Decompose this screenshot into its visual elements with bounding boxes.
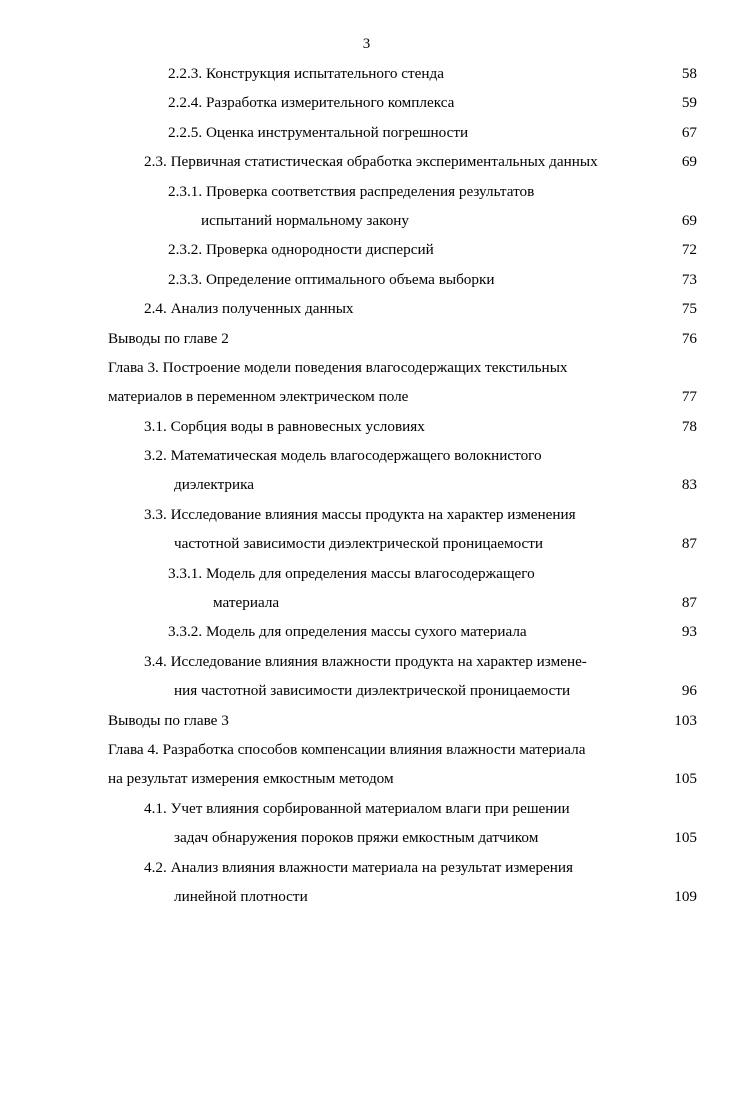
toc-entry-2-3 <box>0 147 733 176</box>
toc-entry-page: 78 <box>681 417 697 435</box>
toc-entry-page: 67 <box>681 123 697 141</box>
toc-entry-title-continued: линейной плотности <box>174 887 308 905</box>
toc-entry-conclusions-2 <box>0 324 733 353</box>
toc-entry-page: 103 <box>674 711 697 729</box>
toc-entry-title-continued: задач обнаружения пороков пряжи емкостным датчиком <box>174 829 539 847</box>
toc-entry-title-continued: ния частотной зависимости диэлектрической проницаемости <box>174 682 571 700</box>
toc-entry-4-1 <box>0 794 733 823</box>
toc-entry-4-2-continued <box>0 882 733 911</box>
toc-entry-title: 2.3. Первичная статистическая обработка экспериментальных данных <box>144 153 598 171</box>
toc-entry-page: 93 <box>681 623 697 641</box>
toc-entry-title: 3.3. Исследование влияния массы продукта на характер изменения <box>144 505 576 523</box>
toc-entry-chapter-4-continued <box>0 764 733 793</box>
toc-entry-3-3-1-continued <box>0 588 733 617</box>
toc-entry-page: 105 <box>674 770 697 788</box>
toc-entry-title: 2.3.2. Проверка однородности дисперсий <box>168 241 434 259</box>
toc-entry-page: 76 <box>681 329 697 347</box>
toc-entry-title: 4.1. Учет влияния сорбированной материалом влаги при решении <box>144 799 570 817</box>
toc-entry-page: 83 <box>681 476 697 494</box>
toc-entry-page: 73 <box>681 270 697 288</box>
toc-entry-title: 3.3.1. Модель для определения массы влагосодержащего <box>168 564 535 582</box>
toc-entry-2-3-1-continued <box>0 206 733 235</box>
toc-entry-4-2 <box>0 853 733 882</box>
toc-entry-title: 2.2.3. Конструкция испытательного стенда <box>168 65 444 82</box>
toc-entry-page: 59 <box>681 94 697 112</box>
toc-entry-2-2-5 <box>0 118 733 147</box>
toc-entry-3-3-1 <box>0 559 733 588</box>
toc-entry-title: Глава 4. Разработка способов компенсации влияния влажности материала <box>108 740 586 758</box>
toc-entry-3-2-continued <box>0 470 733 499</box>
toc-entry-title-continued: испытаний нормальному закону <box>201 211 410 229</box>
page-number: 3 <box>362 36 371 52</box>
toc-entry-chapter-3-continued <box>0 382 733 411</box>
toc-entry-page: 69 <box>681 211 697 229</box>
toc-entry-2-3-1 <box>0 177 733 206</box>
toc-entry-chapter-4 <box>0 735 733 764</box>
toc-entry-title: 3.4. Исследование влияния влажности продукта на характер измене- <box>144 652 587 670</box>
toc-entry-title: 3.1. Сорбция воды в равновесных условиях <box>144 417 425 435</box>
toc-entry-title: 2.2.4. Разработка измерительного комплекса <box>168 94 455 112</box>
toc-entry-page: 105 <box>674 829 697 847</box>
toc-entry-page: 77 <box>681 388 697 406</box>
table-of-contents <box>0 59 733 911</box>
toc-entry-title: Выводы по главе 3 <box>108 711 229 729</box>
toc-entry-3-2 <box>0 441 733 470</box>
toc-entry-4-1-continued <box>0 823 733 852</box>
toc-entry-title: 3.3.2. Модель для определения массы сухого материала <box>168 623 527 641</box>
toc-entry-page: 58 <box>681 65 697 82</box>
toc-entry-title: 2.2.5. Оценка инструментальной погрешности <box>168 123 469 141</box>
toc-entry-3-4 <box>0 647 733 676</box>
toc-entry-2-2-4 <box>0 88 733 117</box>
toc-entry-3-1 <box>0 412 733 441</box>
toc-entry-3-3 <box>0 500 733 529</box>
toc-entry-title-continued: материалов в переменном электрическом поле <box>108 388 409 406</box>
toc-entry-title-continued: диэлектрика <box>174 476 255 494</box>
toc-entry-3-3-2 <box>0 617 733 646</box>
toc-entry-page: 109 <box>674 887 697 905</box>
toc-entry-2-2-3 <box>0 59 733 88</box>
toc-entry-chapter-3 <box>0 353 733 382</box>
toc-entry-page: 72 <box>681 241 697 259</box>
toc-entry-title: 2.4. Анализ полученных данных <box>144 300 354 318</box>
toc-entry-conclusions-3 <box>0 706 733 735</box>
toc-entry-title: Глава 3. Построение модели поведения влагосодержащих текстильных <box>108 358 568 376</box>
toc-entry-title: 2.3.1. Проверка соответствия распределения результатов <box>168 182 535 200</box>
toc-entry-title: 2.3.3. Определение оптимального объема выборки <box>168 270 495 288</box>
toc-entry-title-continued: на результат измерения емкостным методом <box>108 770 394 788</box>
toc-entry-title: Выводы по главе 2 <box>108 329 229 347</box>
toc-entry-3-4-continued <box>0 676 733 705</box>
toc-entry-title-continued: материала <box>213 594 280 612</box>
toc-entry-title: 4.2. Анализ влияния влажности материала на результат измерения <box>144 858 574 876</box>
toc-entry-page: 96 <box>681 682 697 700</box>
toc-entry-page: 75 <box>681 300 697 318</box>
toc-entry-3-3-continued <box>0 529 733 558</box>
toc-entry-page: 69 <box>681 153 697 171</box>
toc-entry-2-3-2 <box>0 235 733 264</box>
toc-entry-title: 3.2. Математическая модель влагосодержащего волокнистого <box>144 447 542 465</box>
toc-entry-page: 87 <box>681 535 697 553</box>
toc-entry-title-continued: частотной зависимости диэлектрической проницаемости <box>174 535 544 553</box>
toc-entry-page: 87 <box>681 594 697 612</box>
toc-entry-2-4 <box>0 294 733 323</box>
toc-entry-2-3-3 <box>0 265 733 294</box>
